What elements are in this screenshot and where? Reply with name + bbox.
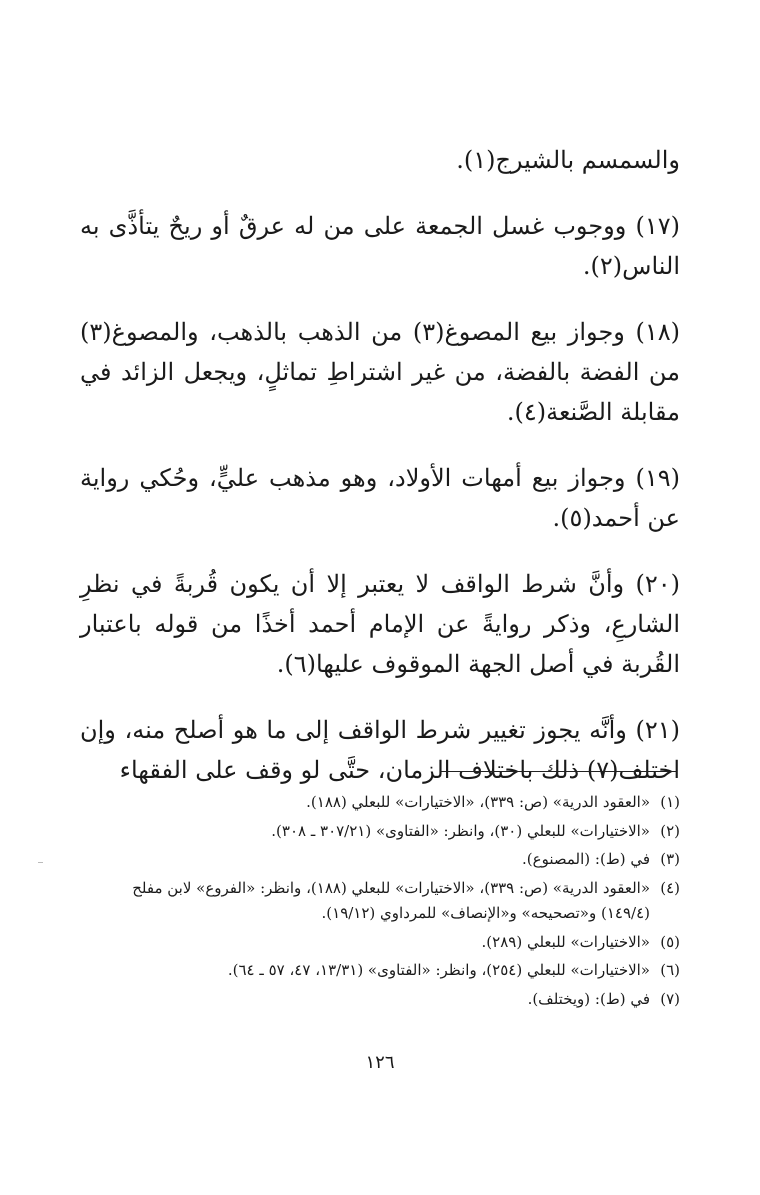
footnote-text: «الاختيارات» للبعلي (٣٠)، وانظر: «الفتاوى» (٣٠٧/٢١ ـ ٣٠٨). — [271, 821, 650, 840]
footnote-item — [80, 847, 680, 873]
page-number: ١٢٦ — [365, 1052, 395, 1073]
footnote-item — [80, 930, 680, 956]
footnote-item — [80, 987, 680, 1013]
footnote-item — [80, 876, 680, 927]
footnote-divider — [440, 771, 676, 772]
footnote-item — [80, 958, 680, 984]
footnote-text: في (ط): (ويختلف). — [527, 989, 650, 1008]
footnote-item — [80, 819, 680, 845]
footnote-number: (٧) — [660, 989, 680, 1008]
paragraph-20: (٢٠) وأنَّ شرط الواقف لا يعتبر إلا أن يكون قُربةً في نظرِ الشارعِ، وذكر روايةً عن الإمام أحمد أخذًا من قوله باعتبار القُربة في أصل الجهة الموقوف عليها(٦). — [80, 570, 680, 678]
footnote-number: (٦) — [660, 961, 680, 979]
paragraph-18: (١٨) وجواز بيع المصوغ(٣) من الذهب بالذهب، والمصوغ(٣) من الفضة بالفضة، من غير اشتراطِ تماثلٍ، ويجعل الزائد في مقابلة الصَّنعة(٤). — [80, 318, 680, 426]
footnote-text: «العقود الدرية» (ص: ٣٣٩)، «الاختيارات» للبعلي (١٨٨). — [306, 793, 650, 811]
paragraph-continuation: والسمسم بالشيرج(١). — [456, 146, 680, 174]
footnotes — [80, 790, 680, 1015]
footnote-text: «الاختيارات» للبعلي (٢٥٤)، وانظر: «الفتاوى» (١٣/٣١، ٤٧، ٥٧ ـ ٦٤). — [227, 961, 650, 979]
footnote-text: في (ط): (المصنوع). — [522, 850, 650, 868]
footnote-text: «العقود الدرية» (ص: ٣٣٩)، «الاختيارات» للبعلي (١٨٨)، وانظر: «الفروع» لابن مفلح (١٤٩/٤) و«تصحيحه» و«الإنصاف» للمرداوي (١٩/١٢). — [132, 878, 650, 922]
footnote-number: (٣) — [660, 850, 680, 868]
footnote-text: «الاختيارات» للبعلي (٢٨٩). — [481, 932, 650, 951]
footnote-number: (١) — [660, 793, 680, 811]
footnote-number: (٥) — [660, 932, 680, 951]
paragraph-21: (٢١) وأنَّه يجوز تغيير شرط الواقف إلى ما هو أصلح منه، وإن اختلف(٧) ذلك باختلاف الزمان، حتَّى لو وقف على الفقهاء — [80, 716, 680, 784]
paragraph-17: (١٧) ووجوب غسل الجمعة على من له عرقٌ أو ريحٌ يتأذَّى به الناس(٢). — [80, 212, 680, 280]
footnote-number: (٤) — [660, 878, 680, 897]
footnote-item — [80, 790, 680, 816]
footnote-number: (٢) — [660, 821, 680, 840]
margin-mark — [38, 862, 43, 863]
paragraph-19: (١٩) وجواز بيع أمهات الأولاد، وهو مذهب عليٍّ، وحُكي رواية عن أحمد(٥). — [80, 464, 680, 532]
main-text — [80, 140, 680, 816]
